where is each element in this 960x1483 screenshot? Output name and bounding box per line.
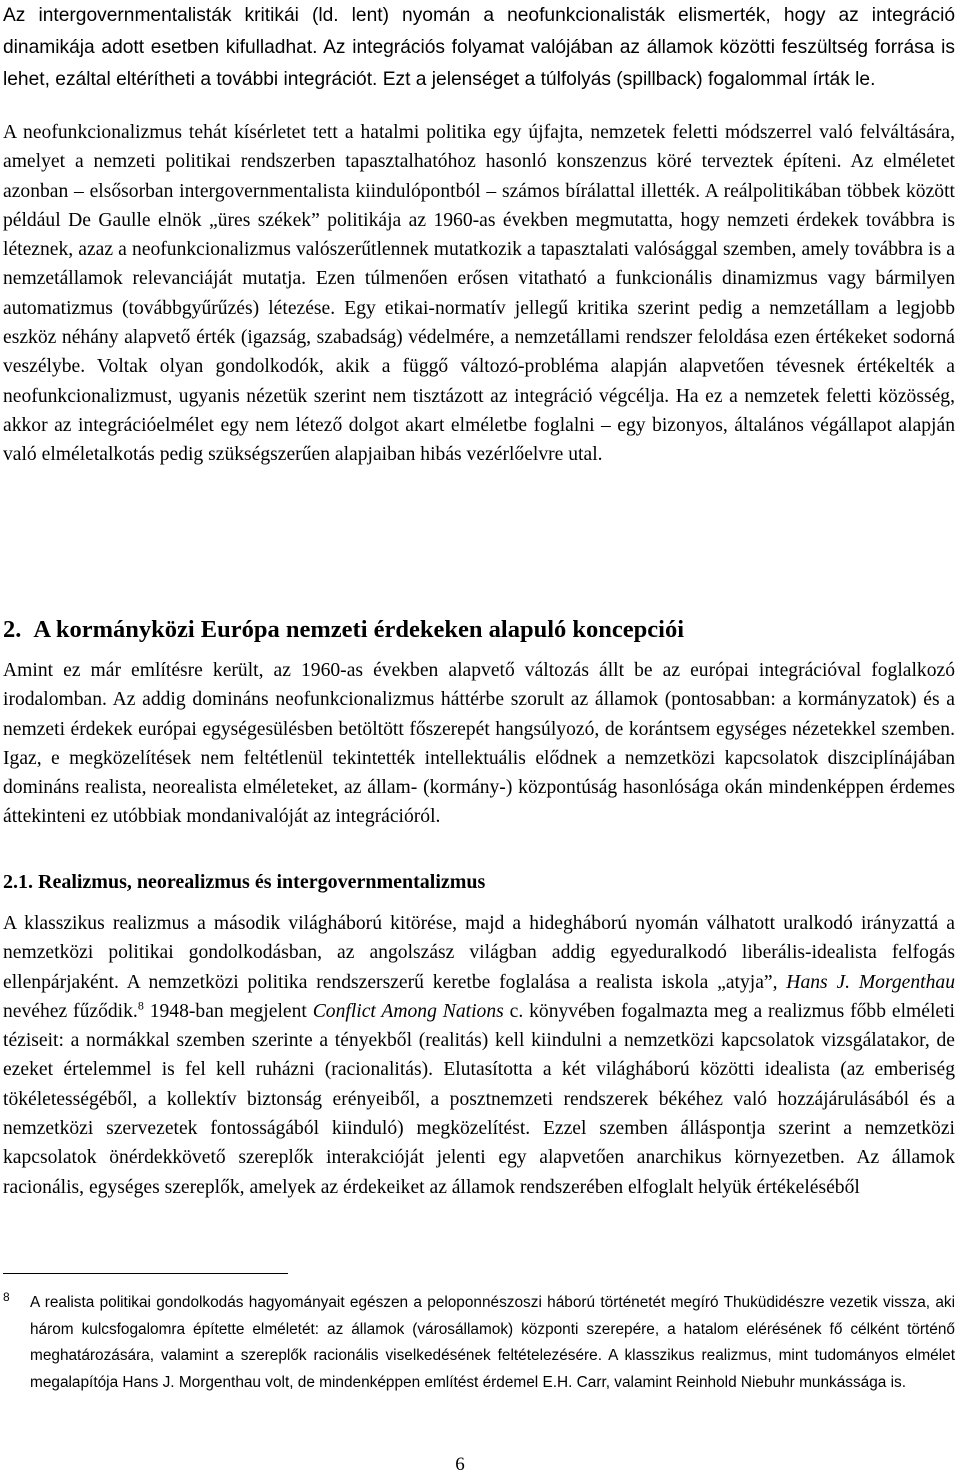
section-2-paragraph: Amint ez már említésre került, az 1960-as években alapvető változás állt be az európai integrációval foglalkozó irodalomban. Az addig domináns neofunkcionalizmus háttérbe szorult az államok (pontosabban: a kormányzatok) és a nemzeti érdekek európai egységesülésben betöltött főszerepét hangsúlyozó, de korántsem egységes nézetekkel szemben. Igaz, e megközelítések nem feltétlenül tekintették intellektuális elődnek a nemzetközi kapcsolatok diszciplínájában domináns realista, neorealista elméleteket, az állam- (kormány-) központúság hasonlósága okán mindenképpen érdemes áttekinteni ez utóbbiak mondanivalóját az integrációról.: [3, 660, 955, 828]
section-2-title: A kormányközi Európa nemzeti érdekeken alapuló koncepciói: [33, 616, 685, 643]
footnote-separator: [3, 1273, 288, 1274]
realism-paragraph: [3, 909, 955, 1202]
section-2-1-heading: [3, 867, 485, 897]
footnote-reference[interactable]: 8: [137, 998, 144, 1013]
section-2-1-number: 2.1.: [3, 871, 33, 893]
footnote: [3, 1290, 955, 1396]
realism-text-2: nevéhez fűződik.: [3, 1000, 138, 1022]
book-title: Conflict Among Nations: [312, 1000, 504, 1022]
section-2-heading: [3, 614, 684, 646]
intro-paragraph: Az intergovernmentalisták kritikái (ld. lent) nyomán a neofunkcionalisták elismerték, hogy az integráció dinamikája adott esetben kifulladhat. Az integrációs folyamat valójában az államok közötti feszültség forrása is lehet, ezáltal eltérítheti a további integrációt. Ezt a jelenséget a túlfolyás (spillback) fogalommal írták le.: [3, 5, 955, 90]
realism-text-3: 1948-ban megjelent: [143, 1000, 313, 1022]
realism-text-1: A klasszikus realizmus a második világháború kitörése, majd a hidegháború nyomán válhatott uralkodó irányzattá a nemzetközi politikai gondolkodásban, az angolszász világban addig egyeduralkodó liberális-idealista felfogás ellenpárjaként. A nemzetközi politika rendszerszerű keretbe foglalása a realista iskola „atyja”,: [3, 913, 955, 993]
page-number: 6: [455, 1454, 465, 1475]
section-2-number: 2.: [3, 616, 22, 643]
section-2-1-title: Realizmus, neorealizmus és intergovernmentalizmus: [38, 871, 486, 893]
realism-text-4: c. könyvében fogalmazta meg a realizmus főbb elméleti téziseit: a normákkal szemben szerinte a tényekből (realitás) kell kiindulni a nemzetközi kapcsolatok vizsgálatakor, de ezeket értelemmel is fel kell ruházni (racionalitás). Elutasította a két világháború közötti idealista (az emberiség tökéletességéből, a kollektív biztonság erényeiből, a posztnemzeti rendszerek békéhez való hozzájárulásából és a nemzetközi szervezetek fontosságából kiinduló) megközelítést. Ezzel szemben álláspontja szerint a nemzetközi kapcsolatok önérdekkövető szereplők interakcióját jelenti egy alapvetően anarchikus környezetben. Az államok racionális, egységes szereplők, amelyek az érdekeiket az államok rendszerében elfoglalt helyük értékeléséből: [3, 1000, 956, 1198]
neofunctionalism-paragraph: A neofunkcionalizmus tehát kísérletet tett a hatalmi politika egy újfajta, nemzetek feletti módszerrel való felváltására, amelyet a nemzeti politikai rendszerben tapasztalhatóhoz hasonló konszenzus köré terveztek építeni. Az elméletet azonban – elsősorban intergovernmentalista kiindulópontból – számos bírálattal illették. A reálpolitikában többek között például De Gaulle elnök „üres székek” politikája az 1960-as években megmutatta, hogy nemzeti érdekek továbbra is léteznek, azaz a neofunkcionalizmus valószerűtlennek mutatkozik a tapasztalati valósággal szemben, amely továbbra is a nemzetállamok relevanciáját mutatja. Ezen túlmenően erősen vitatható a funkcionális dinamizmus vagy bármilyen automatizmus (továbbgyűrűzés) létezése. Egy etikai-normatív jellegű kritika szerint pedig a nemzetállam a legjobb eszköz néhány alapvető érték (igazság, szabadság) védelmére, a nemzetállami rendszer feloldása ezen értékeket sodorná veszélybe. Voltak olyan gondolkodók, akik a függő változó-probléma alapján alapvetően tévesnek értékelték a neofunkcionalizmust, ugyanis nézetük szerint nem tisztázott az integráció végcélja. Ha ez a nemzetek feletti közösség, akkor az integrációelmélet egy nem létező dolgot akart elméletbe foglalni – egy bizonyos, általános végállapot alapján való elméletalkotás pedig szükségszerűen alapjaiban hibás vezérlőelvre utal.: [3, 122, 955, 466]
footnote-marker: 8: [3, 1290, 10, 1304]
footnote-text: A realista politikai gondolkodás hagyományait egészen a peloponnészoszi háború történetét megíró Thuküdidészre vezetik vissza, aki három kulcsfogalomra építette elméletét: az államok (városállamok) központi szerepére, a hatalom elérésének fő célként történő meghatározására, valamint a szereplők racionális viselkedésének feltételezésére. A klasszikus realizmus, mint tudományos elmélet megalapítója Hans J. Morgenthau volt, de mindenképpen említést érdemel E.H. Carr, valamint Reinhold Niebuhr munkássága is.: [30, 1294, 955, 1391]
author-name: Hans J. Morgenthau: [786, 971, 955, 993]
